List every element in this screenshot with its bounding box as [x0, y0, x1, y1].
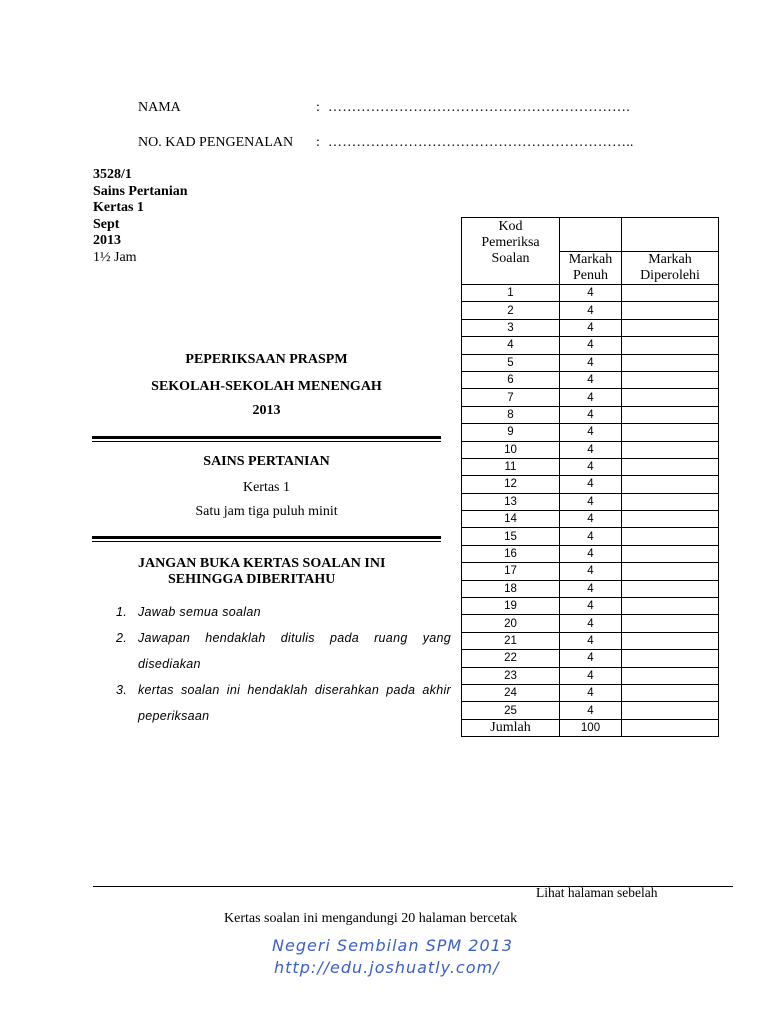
obtained-marks-cell[interactable] [622, 302, 719, 319]
examiner-code-header: Kod Pemeriksa [462, 218, 560, 252]
question-number: 20 [462, 615, 560, 632]
obtained-marks-cell[interactable] [622, 545, 719, 562]
table-row [462, 354, 719, 371]
question-number: 12 [462, 476, 560, 493]
obtained-marks-cell[interactable] [622, 702, 719, 719]
obtained-marks-cell[interactable] [622, 285, 719, 302]
instruction-2-text: Jawapan hendaklah ditulis pada ruang yang [138, 631, 451, 645]
question-number: 4 [462, 337, 560, 354]
full-marks-value: 4 [560, 302, 622, 319]
instruction-3-text: kertas soalan ini hendaklah diserahkan pada akhir [138, 683, 451, 697]
question-number: 13 [462, 493, 560, 510]
full-marks-column-header: Markah Penuh [560, 251, 622, 285]
question-number: 23 [462, 667, 560, 684]
question-number: 24 [462, 684, 560, 701]
watermark-line-1: Negeri Sembilan SPM 2013 [272, 936, 513, 955]
full-marks-value: 4 [560, 545, 622, 562]
paper-number: Kertas 1 [93, 200, 144, 215]
question-number: 15 [462, 528, 560, 545]
paper-year: 2013 [93, 233, 121, 248]
table-row [462, 302, 719, 319]
page-count-note: Kertas soalan ini mengandungi 20 halaman bercetak [224, 911, 518, 926]
obtained-marks-cell[interactable] [622, 615, 719, 632]
obtained-marks-cell[interactable] [622, 354, 719, 371]
table-row [462, 598, 719, 615]
divider-thick-bottom [92, 536, 441, 539]
full-marks-value: 4 [560, 632, 622, 649]
table-row [462, 476, 719, 493]
question-number: 18 [462, 580, 560, 597]
obtained-marks-cell[interactable] [622, 511, 719, 528]
question-number: 5 [462, 354, 560, 371]
full-marks-value: 4 [560, 511, 622, 528]
full-marks-value: 4 [560, 684, 622, 701]
full-marks-value: 4 [560, 337, 622, 354]
table-header-row-1 [462, 218, 719, 252]
question-number: 19 [462, 598, 560, 615]
full-marks-value: 4 [560, 354, 622, 371]
full-marks-value: 4 [560, 615, 622, 632]
full-marks-value: 4 [560, 598, 622, 615]
divider-thick-top [92, 436, 441, 439]
question-number: 11 [462, 458, 560, 475]
obtained-marks-cell[interactable] [622, 424, 719, 441]
question-number: 14 [462, 511, 560, 528]
exam-title-1: PEPERIKSAAN PRASPM [185, 352, 348, 367]
table-row [462, 528, 719, 545]
full-marks-value: 4 [560, 441, 622, 458]
question-number: 1 [462, 285, 560, 302]
ic-label: NO. KAD PENGENALAN [138, 135, 294, 150]
obtained-marks-cell[interactable] [622, 528, 719, 545]
obtained-marks-cell[interactable] [622, 598, 719, 615]
full-marks-value: 4 [560, 528, 622, 545]
table-row [462, 406, 719, 423]
table-header-empty-2 [622, 218, 719, 252]
table-row [462, 702, 719, 719]
question-number: 21 [462, 632, 560, 649]
nama-colon: : [316, 100, 320, 115]
obtained-marks-cell[interactable] [622, 493, 719, 510]
divider-thin-bottom [92, 541, 441, 542]
total-value: 100 [560, 719, 622, 736]
exam-title-3: 2013 [252, 403, 281, 418]
obtained-marks-cell[interactable] [622, 684, 719, 701]
question-number: 25 [462, 702, 560, 719]
instruction-3-number: 3. [116, 683, 128, 697]
table-row [462, 458, 719, 475]
obtained-marks-cell[interactable] [622, 441, 719, 458]
table-row [462, 650, 719, 667]
table-row [462, 545, 719, 562]
question-number: 22 [462, 650, 560, 667]
divider-thin-top [92, 441, 441, 442]
full-marks-value: 4 [560, 424, 622, 441]
table-row [462, 563, 719, 580]
instruction-1-text: Jawab semua soalan [138, 605, 261, 619]
watermark-line-2: http://edu.joshuatly.com/ [274, 958, 500, 977]
full-marks-value: 4 [560, 389, 622, 406]
warning-line-2: SEHINGGA DIBERITAHU [168, 572, 336, 587]
question-column-header: Soalan [462, 251, 560, 285]
full-marks-value: 4 [560, 580, 622, 597]
table-row [462, 684, 719, 701]
warning-line-1: JANGAN BUKA KERTAS SOALAN INI [138, 556, 386, 571]
paper-label: Kertas 1 [242, 480, 291, 495]
instruction-1-number: 1. [116, 605, 128, 619]
obtained-marks-cell[interactable] [622, 337, 719, 354]
full-marks-value: 4 [560, 406, 622, 423]
full-marks-value: 4 [560, 702, 622, 719]
obtained-marks-column-header: Markah Diperolehi [622, 251, 719, 285]
paper-subject: Sains Pertanian [93, 183, 188, 199]
obtained-marks-cell[interactable] [622, 389, 719, 406]
obtained-marks-cell[interactable] [622, 406, 719, 423]
full-marks-value: 4 [560, 285, 622, 302]
table-row [462, 319, 719, 336]
table-header-empty-1 [560, 218, 622, 252]
time-allowed: Satu jam tiga puluh minit [195, 504, 338, 519]
obtained-marks-cell[interactable] [622, 371, 719, 388]
ic-colon: : [316, 135, 320, 150]
full-marks-value: 4 [560, 667, 622, 684]
score-table [461, 217, 719, 737]
table-header-row-2 [462, 251, 719, 285]
table-row [462, 389, 719, 406]
obtained-marks-cell[interactable] [622, 650, 719, 667]
table-row [462, 285, 719, 302]
table-row [462, 511, 719, 528]
question-number: 9 [462, 424, 560, 441]
nama-dots: ………………………………………………………. [328, 100, 630, 115]
obtained-marks-cell[interactable] [622, 563, 719, 580]
nama-label: NAMA [138, 100, 181, 115]
full-marks-value: 4 [560, 476, 622, 493]
full-marks-value: 4 [560, 458, 622, 475]
exam-title-2: SEKOLAH-SEKOLAH MENENGAH [151, 379, 382, 394]
obtained-marks-cell[interactable] [622, 476, 719, 493]
question-number: 16 [462, 545, 560, 562]
table-row [462, 441, 719, 458]
question-number: 3 [462, 319, 560, 336]
obtained-marks-cell[interactable] [622, 319, 719, 336]
full-marks-value: 4 [560, 319, 622, 336]
question-number: 8 [462, 406, 560, 423]
subject-title: SAINS PERTANIAN [203, 454, 330, 469]
table-row [462, 493, 719, 510]
question-number: 10 [462, 441, 560, 458]
table-row [462, 667, 719, 684]
paper-duration: 1½ Jam [93, 249, 137, 265]
paper-code-block [93, 167, 188, 266]
question-number: 7 [462, 389, 560, 406]
table-row [462, 615, 719, 632]
instruction-2-number: 2. [116, 631, 128, 645]
full-marks-value: 4 [560, 563, 622, 580]
paper-month: Sept [93, 216, 120, 232]
obtained-marks-cell[interactable] [622, 632, 719, 649]
total-obtained-cell[interactable] [622, 719, 719, 736]
table-row [462, 580, 719, 597]
table-row [462, 424, 719, 441]
question-number: 6 [462, 371, 560, 388]
obtained-marks-cell[interactable] [622, 458, 719, 475]
instruction-2-continuation: disediakan [138, 657, 201, 671]
total-label: Jumlah [462, 719, 560, 736]
full-marks-value: 4 [560, 493, 622, 510]
question-number: 17 [462, 563, 560, 580]
obtained-marks-cell[interactable] [622, 667, 719, 684]
table-row [462, 371, 719, 388]
next-page-note: Lihat halaman sebelah [536, 885, 658, 900]
instruction-3-continuation: peperiksaan [138, 709, 210, 723]
table-row [462, 337, 719, 354]
ic-dots: ……………………………………………………….. [328, 135, 634, 150]
full-marks-value: 4 [560, 371, 622, 388]
total-row [462, 719, 719, 736]
full-marks-value: 4 [560, 650, 622, 667]
obtained-marks-cell[interactable] [622, 580, 719, 597]
question-number: 2 [462, 302, 560, 319]
paper-code: 3528/1 [93, 167, 132, 182]
table-row [462, 632, 719, 649]
